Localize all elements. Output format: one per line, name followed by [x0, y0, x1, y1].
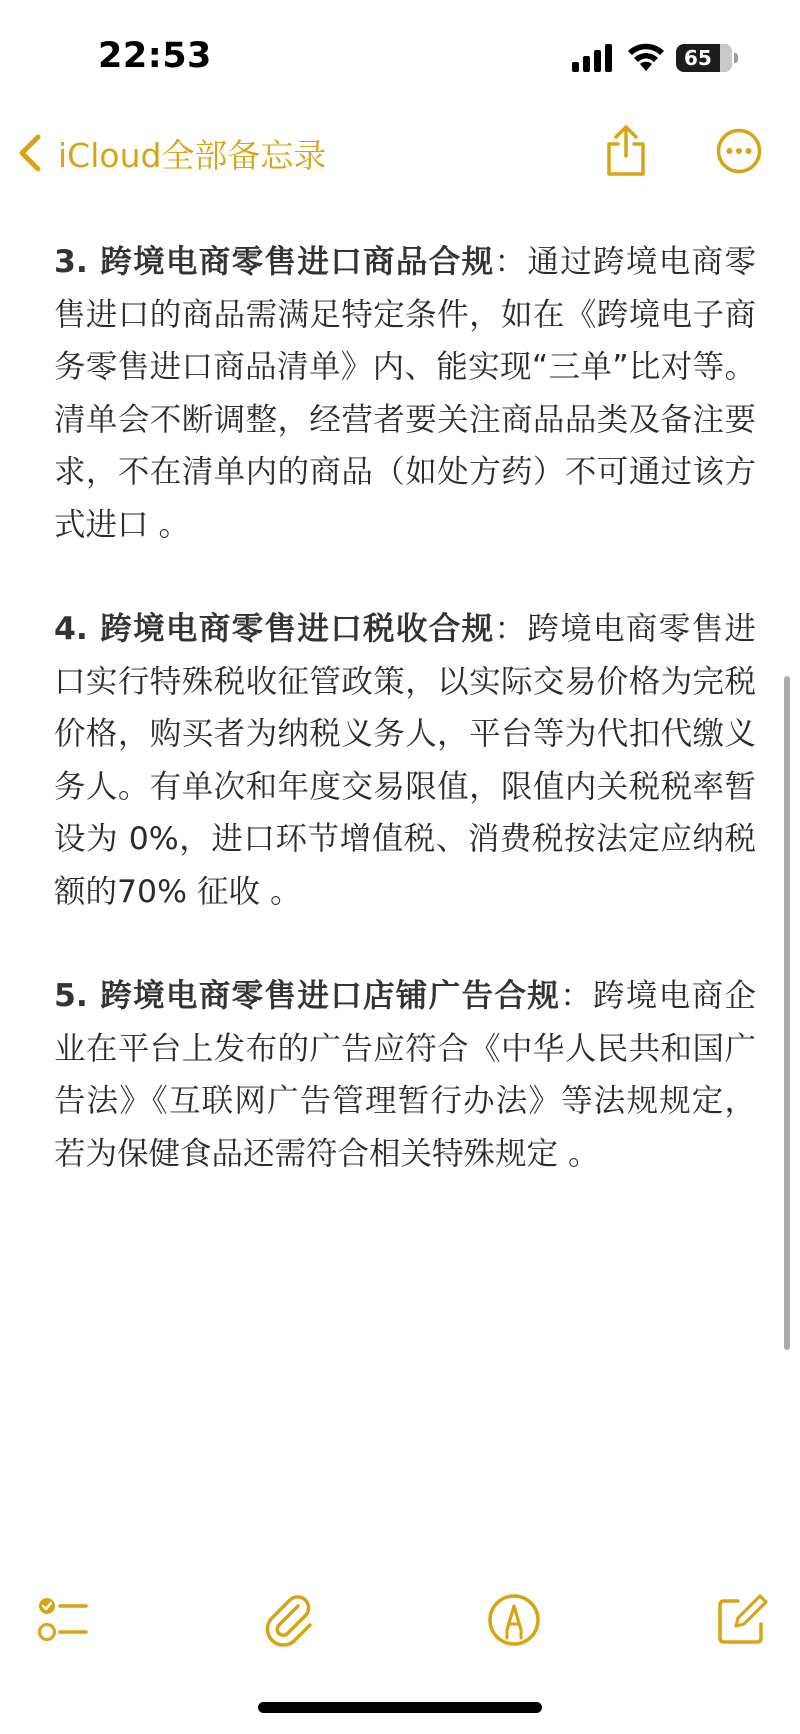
pen-circle-icon[interactable] [486, 1592, 542, 1648]
paragraph-heading: 5. 跨境电商零售进口店铺广告合规 [54, 978, 561, 1014]
paperclip-icon[interactable] [262, 1592, 318, 1648]
compose-icon[interactable] [714, 1592, 770, 1648]
status-bar [0, 0, 800, 118]
bottom-toolbar [0, 1576, 800, 1666]
nav-bar [0, 118, 800, 188]
back-button-label: iCloud全部备忘录 [58, 135, 327, 175]
paragraph-text: ：跨境电商企业在平台上发布的广告应符合《中华人民共和国广告法》《互联网广告管理暂行办法》等法规规定，若为保健食品还需符合相关特殊规定 。 [54, 978, 756, 1172]
wifi-icon [626, 42, 666, 72]
cellular-signal-icon [572, 44, 614, 72]
paragraph-text: ：通过跨境电商零售进口的商品需满足特定条件，如在《跨境电子商务零售进口商品清单》内、能实现“三单”比对等。清单会不断调整，经营者要关注商品品类及备注要求，不在清单内的商品（如处方药）不可通过该方式进口 。 [54, 244, 756, 543]
note-content[interactable] [54, 236, 756, 1232]
paragraph-heading: 3. 跨境电商零售进口商品合规 [54, 244, 495, 280]
checklist-icon[interactable] [36, 1592, 92, 1648]
battery-indicator [676, 44, 732, 72]
ellipsis-circle-icon[interactable] [716, 128, 762, 174]
note-paragraph-3 [54, 236, 756, 551]
paragraph-text: ：跨境电商零售进口实行特殊税收征管政策，以实际交易价格为完税价格，购买者为纳税义务人，平台等为代扣代缴义务人。有单次和年度交易限值，限值内关税税率暂设为 0%，进口环节增值税、消费税按法定应纳税额的70% 征收 。 [54, 611, 756, 910]
note-paragraph-4 [54, 603, 756, 918]
chevron-left-icon [16, 133, 44, 173]
paragraph-heading: 4. 跨境电商零售进口税收合规 [54, 611, 495, 647]
share-icon[interactable] [604, 124, 648, 178]
back-button[interactable] [16, 128, 326, 178]
home-indicator[interactable] [258, 1702, 542, 1713]
scroll-indicator[interactable] [784, 676, 790, 1350]
status-time: 22:53 [98, 36, 212, 76]
battery-level: 65 [684, 46, 712, 70]
note-paragraph-5 [54, 970, 756, 1180]
